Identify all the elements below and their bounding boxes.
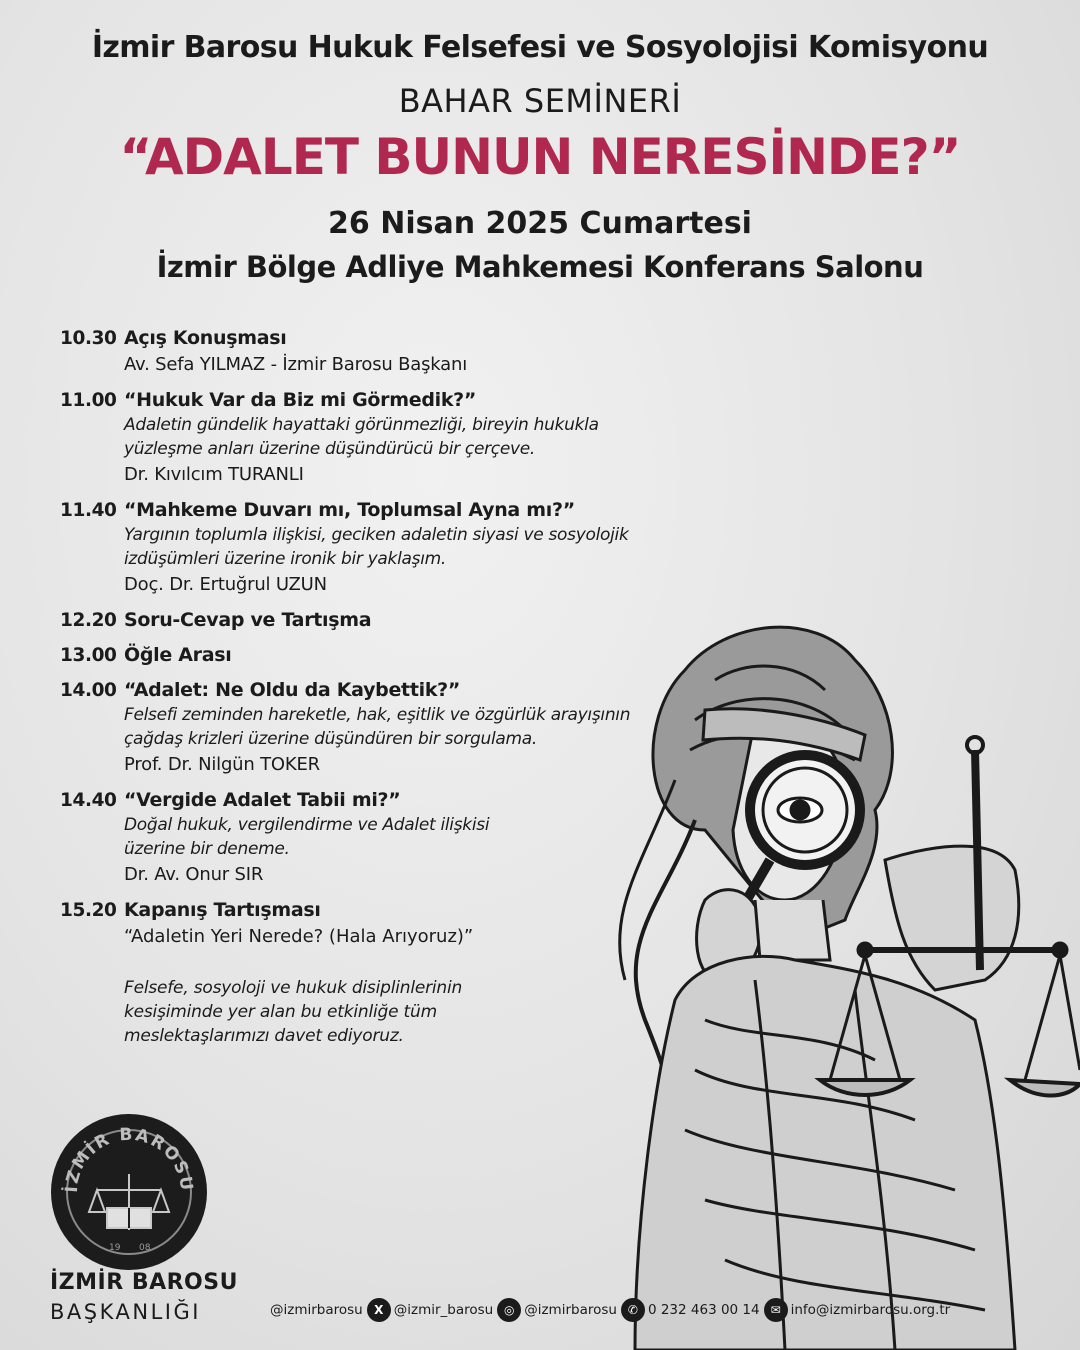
session-time: 11.40: [60, 500, 117, 521]
session-description: Yargının toplumla ilişkisi, geciken adaletin siyasi ve sosyolojik izdüşümleri üzerine ironik bir yaklaşım.: [124, 525, 629, 569]
instagram-handle[interactable]: @izmirbarosu: [524, 1302, 617, 1318]
session-title: “Mahkeme Duvarı mı, Toplumsal Ayna mı?”: [124, 499, 575, 521]
seminar-title: BAHAR SEMİNERİ: [398, 82, 682, 120]
session-subtitle: “Adaletin Yeri Nerede? (Hala Arıyoruz)”: [124, 926, 474, 947]
session-1520: [60, 898, 660, 950]
session-time: 13.00: [60, 645, 117, 666]
session-description: Felsefi zeminden hareketle, hak, eşitlik ve özgürlük arayışının çağdaş krizleri üzerine düşündüren bir sorgulama.: [124, 705, 631, 749]
session-time: 10.30: [60, 328, 117, 349]
session-1440: [60, 788, 660, 888]
session-description: Doğal hukuk, vergilendirme ve Adalet ilişkisi üzerine bir deneme.: [124, 815, 490, 859]
izmir-barosu-logo: [49, 1112, 209, 1272]
session-time: 12.20: [60, 610, 117, 631]
session-1030: [60, 326, 660, 378]
session-1220: [60, 608, 660, 633]
organization-name: İZMİR BAROSU: [50, 1270, 238, 1295]
event-venue: İzmir Bölge Adliye Mahkemesi Konferans Salonu: [156, 250, 924, 284]
session-1100: [60, 388, 660, 488]
seminar-theme: “ADALET BUNUN NERESİNDE?”: [119, 128, 961, 186]
event-date: 26 Nisan 2025 Cumartesi: [328, 206, 752, 241]
session-speaker: Prof. Dr. Nilgün TOKER: [124, 754, 320, 775]
logo-year-right: 08: [139, 1243, 151, 1253]
session-1400: [60, 678, 660, 778]
email-icon: ✉: [764, 1298, 788, 1322]
contact-bar: [270, 1298, 954, 1322]
session-title: Soru-Cevap ve Tartışma: [124, 609, 372, 631]
x-handle[interactable]: @izmir_barosu: [393, 1302, 494, 1318]
session-time: 14.00: [60, 680, 117, 701]
invitation-text: Felsefe, sosyoloji ve hukuk disiplinlerinin kesişiminde yer alan bu etkinliğe tüm meslektaşlarımızı davet ediyoruz.: [124, 978, 463, 1046]
x-icon: X: [367, 1298, 391, 1322]
session-1300: [60, 643, 660, 668]
session-title: Kapanış Tartışması: [124, 899, 321, 921]
session-1140: [60, 498, 660, 598]
organization-subtitle: BAŞKANLIĞI: [50, 1300, 201, 1324]
session-time: 15.20: [60, 900, 117, 921]
session-speaker: Doç. Dr. Ertuğrul UZUN: [124, 574, 327, 595]
session-time: 14.40: [60, 790, 117, 811]
phone-number[interactable]: 0 232 463 00 14: [647, 1302, 760, 1318]
program-schedule: [60, 326, 660, 1048]
logo-ring-text: İZMİR BAROSU: [61, 1124, 197, 1194]
session-speaker: Av. Sefa YILMAZ - İzmir Barosu Başkanı: [124, 354, 468, 375]
commission-title: İzmir Barosu Hukuk Felsefesi ve Sosyolojisi Komisyonu: [91, 30, 989, 65]
session-speaker: Dr. Kıvılcım TURANLI: [124, 464, 304, 485]
session-title: “Vergide Adalet Tabii mi?”: [124, 789, 401, 811]
session-title: Öğle Arası: [124, 644, 232, 666]
phone-icon: ✆: [621, 1298, 645, 1322]
session-description: Adaletin gündelik hayattaki görünmezliği, bireyin hukukla yüzleşme anları üzerine düşündürücü bir çerçeve.: [124, 415, 599, 459]
session-title: “Hukuk Var da Biz mi Görmedik?”: [124, 389, 477, 411]
session-title: Açış Konuşması: [124, 327, 287, 349]
session-time: 11.00: [60, 390, 117, 411]
instagram-icon: ◎: [497, 1298, 521, 1322]
session-title: “Adalet: Ne Oldu da Kaybettik?”: [124, 679, 461, 701]
logo-year-left: 19: [109, 1243, 121, 1253]
session-speaker: Dr. Av. Onur SIR: [124, 864, 264, 885]
email-address[interactable]: info@izmirbarosu.org.tr: [790, 1302, 951, 1318]
facebook-handle[interactable]: @izmirbarosu: [270, 1302, 363, 1318]
